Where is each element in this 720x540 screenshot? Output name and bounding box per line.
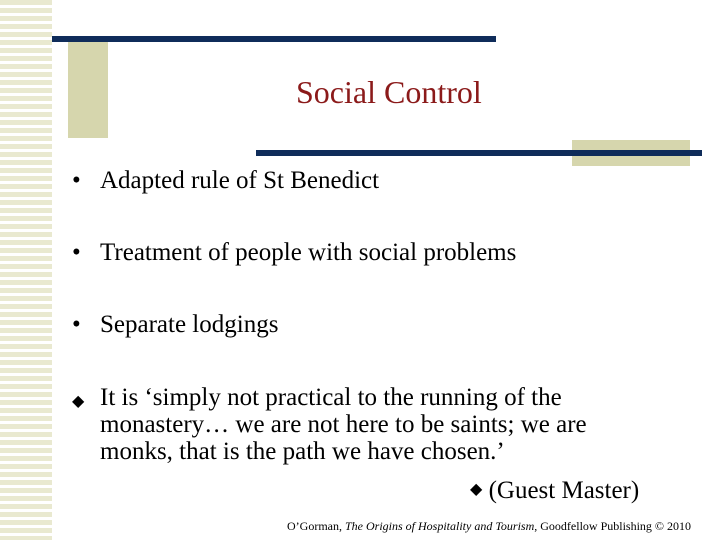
bullet-text: Adapted rule of St Benedict xyxy=(100,167,380,194)
source-citation xyxy=(287,519,691,534)
decorative-block xyxy=(68,40,108,138)
bullet-icon: • xyxy=(72,311,81,338)
title-rule-bottom xyxy=(256,150,702,156)
diamond-bullet-icon: ◆ xyxy=(470,481,483,498)
bullet-icon: • xyxy=(72,167,81,194)
quote-block xyxy=(72,384,712,465)
decorative-stripe-band xyxy=(0,0,52,540)
citation-publisher: , Goodfellow Publishing © 2010 xyxy=(534,519,692,533)
quote-line: monks, that is the path we have chosen.’ xyxy=(100,438,505,465)
title-rule-top xyxy=(52,36,496,42)
quote-attribution xyxy=(470,477,639,505)
citation-author: O’Gorman, xyxy=(287,519,345,533)
quote-line: monastery… we are not here to be saints; we are xyxy=(100,411,587,438)
bullet-text: Separate lodgings xyxy=(100,311,279,338)
bullet-text: Treatment of people with social problems xyxy=(100,239,517,266)
slide-title: Social Control xyxy=(296,74,482,110)
quote-line: It is ‘simply not practical to the running of the xyxy=(100,384,562,411)
diamond-bullet-icon: ◆ xyxy=(72,393,85,410)
citation-title: The Origins of Hospitality and Tourism xyxy=(344,519,535,533)
attribution-text: (Guest Master) xyxy=(488,477,640,504)
bullet-icon: • xyxy=(72,239,81,266)
